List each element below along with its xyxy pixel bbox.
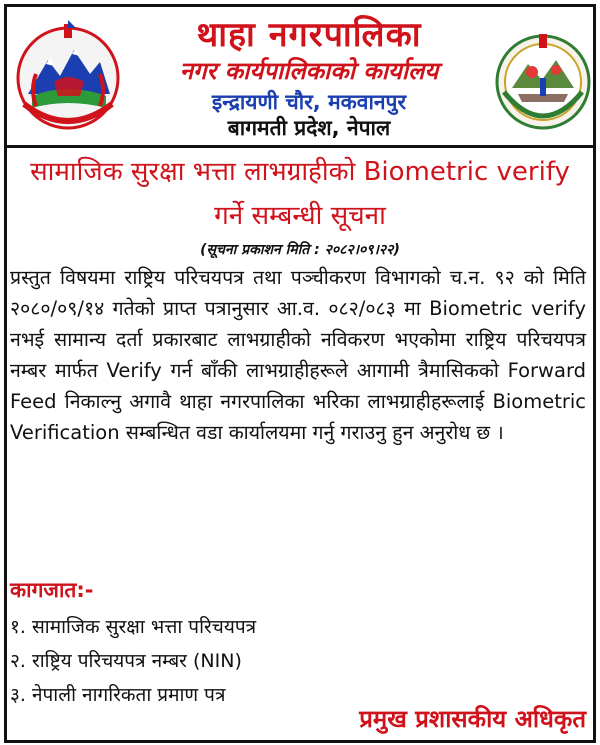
province-country: बागमती प्रदेश, नेपाल [227,116,391,140]
letterhead [4,4,596,142]
documents-list [10,610,570,712]
document-item: १. सामाजिक सुरक्षा भत्ता परिचयपत्र [10,616,257,638]
header-divider [4,145,596,148]
notice-title-line-1: सामाजिक सुरक्षा भत्ता लाभग्राहीको Biometric verify [30,157,570,187]
office-name: नगर कार्यपालिकाको कार्यालय [179,57,439,85]
document-item: २. राष्ट्रिय परिचयपत्र नम्बर (NIN) [10,650,242,672]
notice-title [8,150,592,238]
document-item: ३. नेपाली नागरिकता प्रमाण पत्र [10,684,226,706]
signatory-title: प्रमुख प्रशासकीय अधिकृत [359,705,586,733]
nepal-emblem-icon [14,16,122,134]
publication-date: (सूचना प्रकाशन मिति : २०८२।०९।२२) [200,242,400,258]
notice-body: प्रस्तुत विषयमा राष्ट्रिय परिचयपत्र तथा पञ्चीकरण विभागको च.न. ९२ को मिति २०८०/०९/१४ गतेको प्राप्त पत्रानुसार आ.व. ०८२/०८३ मा Biometric verify नभई सामान्य दर्ता प्रकारबाट लाभग्राहीको नविकरण भएकोमा राष्ट्रिय परिचयपत्र नम्बर मार्फत Verify गर्न बाँकी लाभग्राहीहरूले आगामी त्रैमासिकको Forward Feed निकाल्नु अगावै थाहा नगरपालिका भरिका लाभग्राहीहरूलाई Biometric Verification सम्बन्धित वडा कार्यालयमा गर्नु गराउनु हुन अनुरोध छ । [10,266,586,444]
documents-heading: कागजात:- [10,578,94,602]
municipality-logo-icon [494,22,592,140]
notice-title-line-2: गर्ने सम्बन्धी सूचना [214,201,386,231]
office-location: इन्द्रायणी चौर, मकवानपुर [211,90,407,114]
municipality-name: थाहा नगरपालिका [196,15,422,55]
